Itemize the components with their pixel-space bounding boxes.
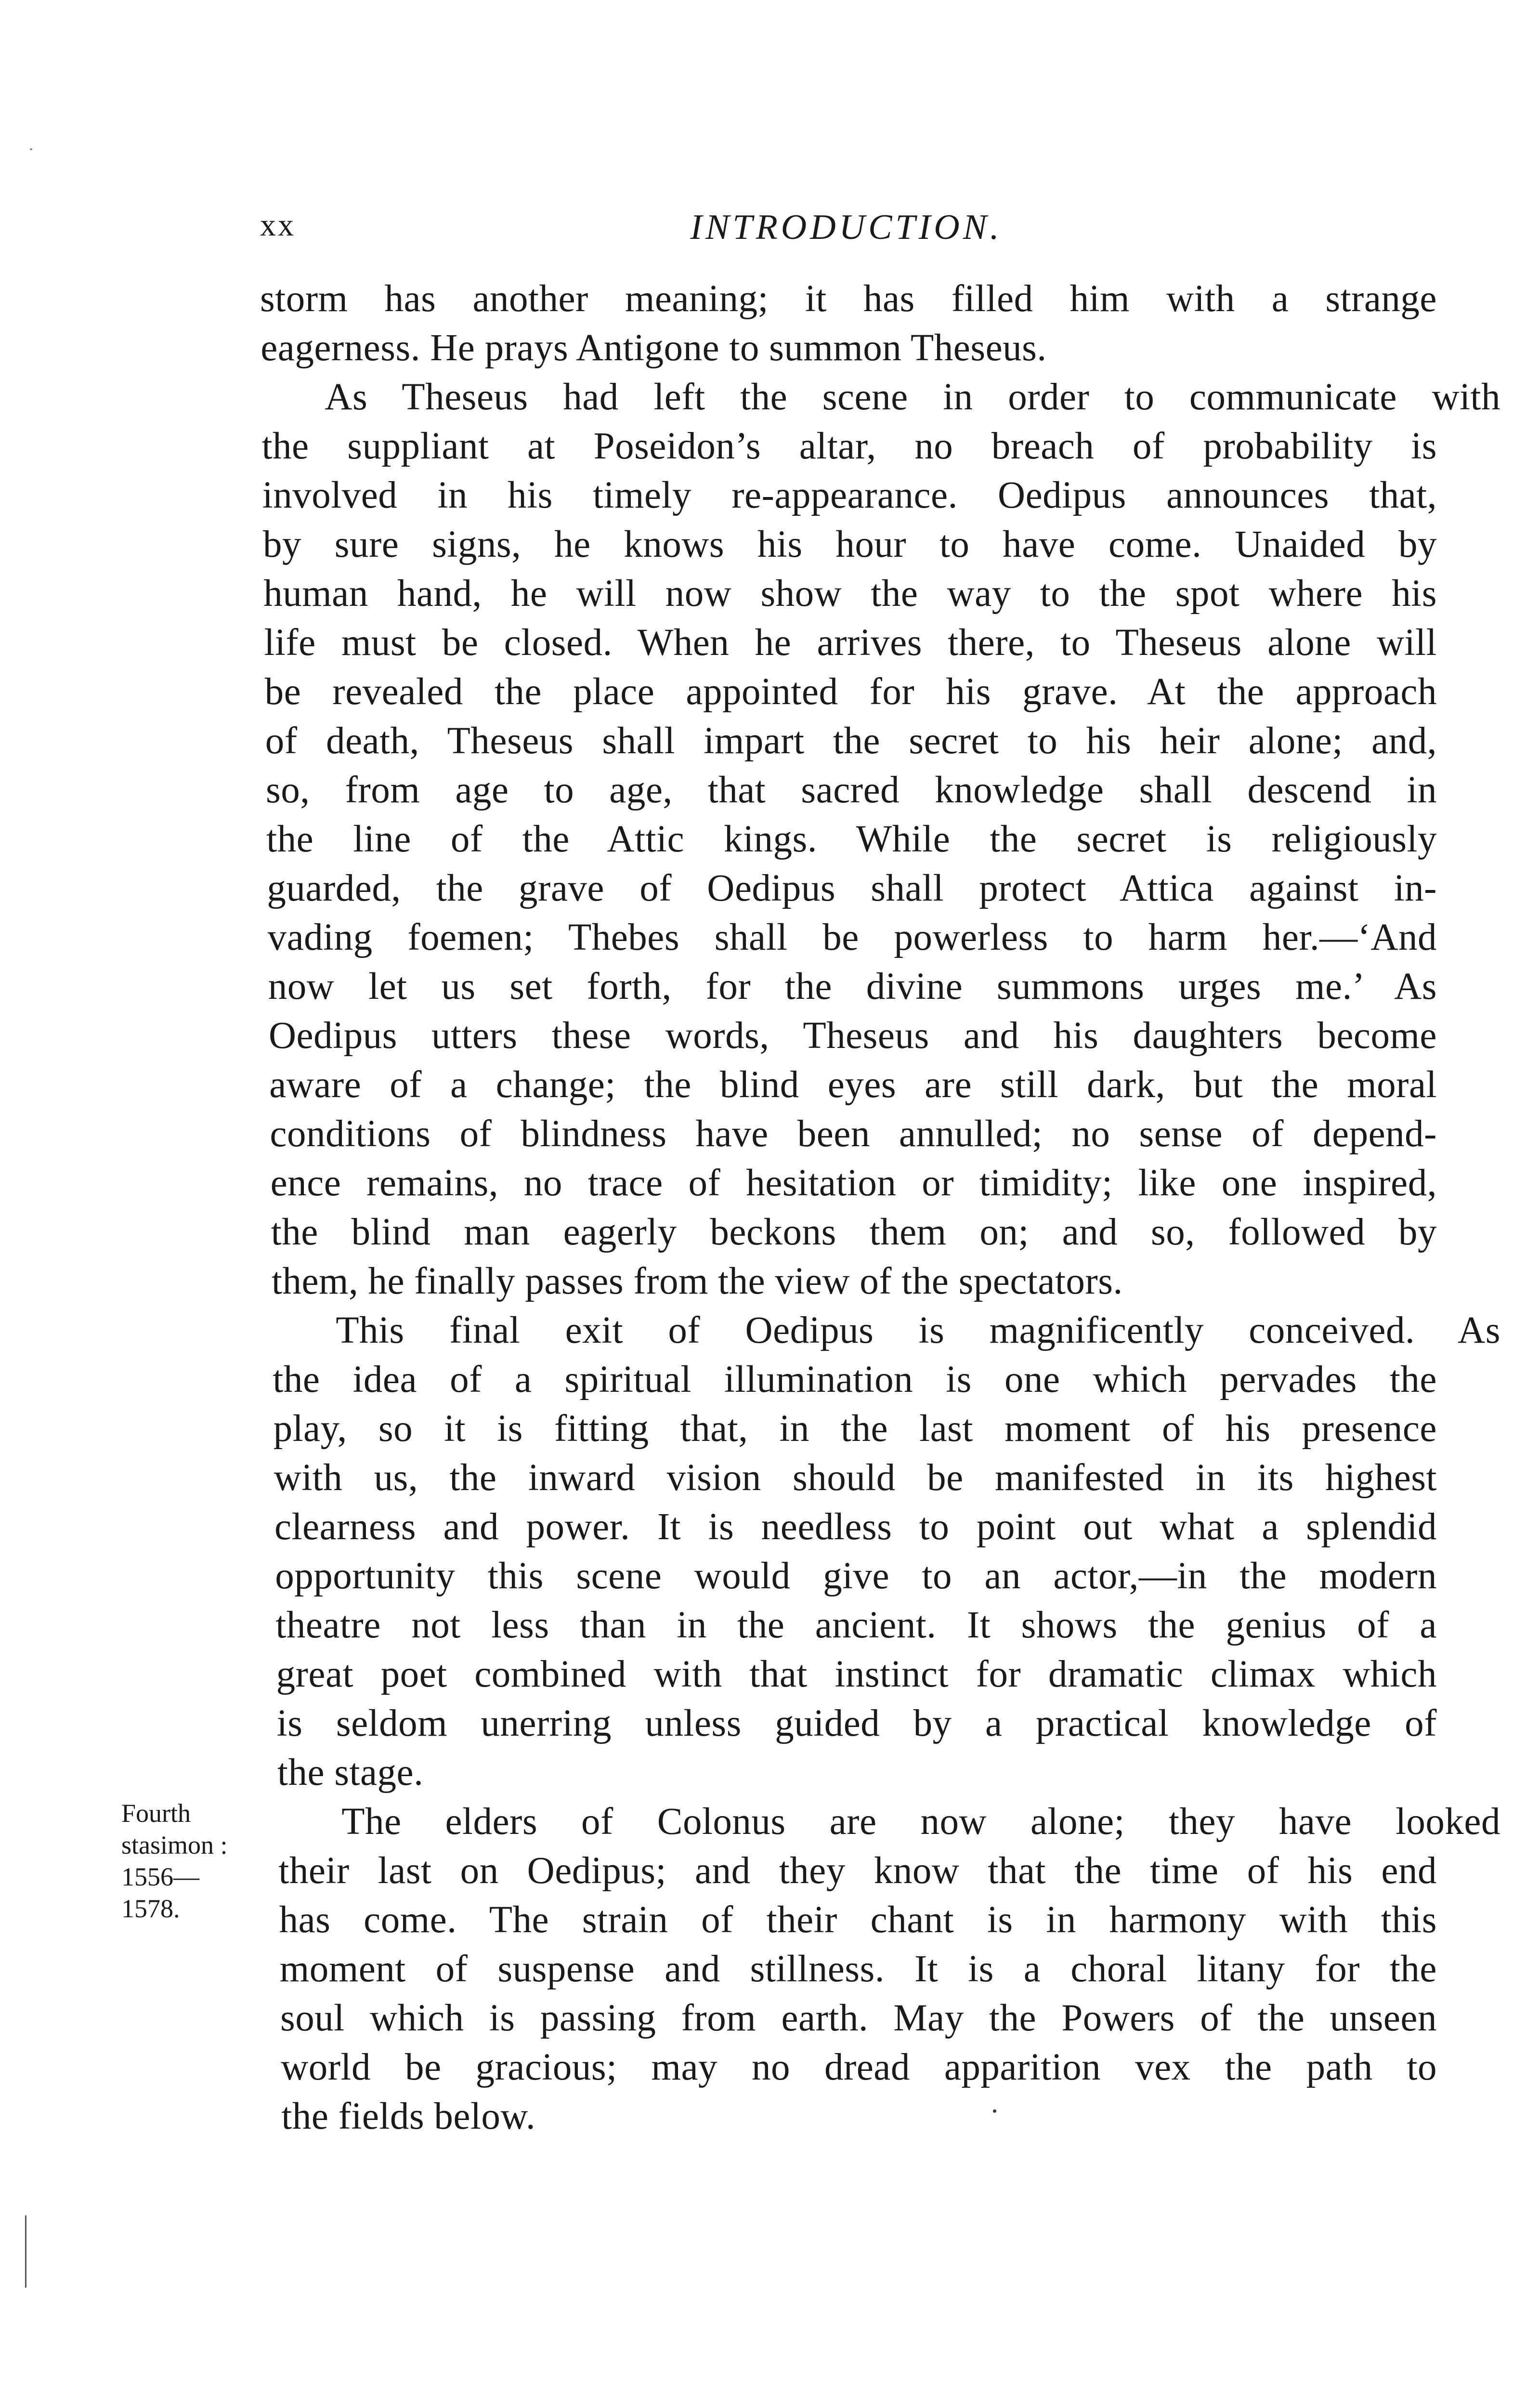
- text-line: Oedipus utters these words, Theseus and his daughters become: [269, 1015, 1437, 1057]
- text-line: theatre not less than in the ancient. It shows the genius of a: [275, 1604, 1437, 1646]
- text-line: them, he finally passes from the view of the spectators.: [272, 1260, 1123, 1302]
- paragraph: [260, 1306, 1500, 1797]
- text-line: now let us set forth, for the divine summons urges me.’ As: [268, 966, 1437, 1008]
- text-line: of death, Theseus shall impart the secret to his heir alone; and,: [265, 720, 1437, 762]
- text-line: clearness and power. It is needless to point out what a splendid: [274, 1506, 1437, 1548]
- text-line: by sure signs, he knows his hour to have come. Unaided by: [263, 523, 1437, 565]
- text-line: eagerness. He prays Antigone to summon Theseus.: [261, 327, 1047, 369]
- ink-dot: [993, 2109, 996, 2113]
- text-line: The elders of Colonus are now alone; they have looked: [341, 1801, 1500, 1843]
- paragraph: [260, 275, 1437, 373]
- text-line: their last on Oedipus; and they know that the time of his end: [278, 1850, 1437, 1892]
- text-line: guarded, the grave of Oedipus shall protect Attica against in-: [267, 867, 1437, 909]
- text-line: the line of the Attic kings. While the secret is religiously: [266, 818, 1437, 860]
- body-text: [260, 275, 1500, 2141]
- text-line: human hand, he will now show the way to the spot where his: [263, 573, 1437, 615]
- scan-speck: [30, 148, 32, 150]
- scan-edge-mark: [25, 2215, 26, 2288]
- text-line: opportunity this scene would give to an actor,—in the modern: [275, 1555, 1437, 1597]
- text-line: the fields below.: [281, 2095, 536, 2137]
- text-line: be revealed the place appointed for his grave. At the approach: [264, 671, 1437, 713]
- text-line: storm has another meaning; it has filled him with a strange: [260, 278, 1437, 320]
- text-line: vading foemen; Thebes shall be powerless to harm her.—‘And: [267, 916, 1437, 958]
- margin-note: [121, 1797, 228, 1924]
- text-line: so, from age to age, that sacred knowledge shall descend in: [266, 769, 1437, 811]
- margin-note-line: Fourth: [121, 1799, 191, 1828]
- text-line: This final exit of Oedipus is magnificently conceived. As: [336, 1309, 1500, 1351]
- text-line: great poet combined with that instinct for dramatic climax which: [276, 1653, 1437, 1695]
- text-line: is seldom unerring unless guided by a practical knowledge of: [276, 1702, 1437, 1744]
- text-line: As Theseus had left the scene in order to communicate with: [325, 376, 1500, 418]
- text-line: world be gracious; may no dread apparition vex the path to: [281, 2046, 1437, 2088]
- text-line: play, so it is fitting that, in the last moment of his presence: [273, 1408, 1437, 1450]
- text-line: the idea of a spiritual illumination is one which pervades the: [273, 1359, 1437, 1400]
- paragraph: [260, 373, 1500, 1306]
- text-line: the blind man eagerly beckons them on; and so, followed by: [271, 1211, 1437, 1253]
- text-line: life must be closed. When he arrives there, to Theseus alone will: [264, 622, 1437, 664]
- text-line: involved in his timely re-appearance. Oedipus announces that,: [262, 474, 1437, 516]
- text-line: soul which is passing from earth. May the Powers of the unseen: [280, 1997, 1437, 2039]
- text-line: the suppliant at Poseidon’s altar, no breach of probability is: [261, 425, 1437, 467]
- paragraph: [260, 1797, 1500, 2141]
- page-body: [0, 275, 1513, 2141]
- text-line: conditions of blindness have been annulled; no sense of depend-: [270, 1113, 1437, 1155]
- page-number: xx: [260, 208, 296, 243]
- margin-note-line: 1556—: [121, 1862, 199, 1891]
- margin-note-line: 1578.: [121, 1894, 180, 1923]
- text-line: with us, the inward vision should be manifested in its highest: [274, 1457, 1437, 1499]
- running-title: INTRODUCTION.: [690, 208, 1003, 247]
- text-line: the stage.: [277, 1752, 424, 1793]
- text-line: aware of a change; the blind eyes are still dark, but the moral: [269, 1064, 1437, 1106]
- text-line: moment of suspense and stillness. It is a choral litany for the: [279, 1948, 1437, 1990]
- text-line: ence remains, no trace of hesitation or timidity; like one inspired,: [270, 1162, 1437, 1204]
- page-header: [260, 207, 1433, 275]
- margin-note-line: stasimon :: [121, 1831, 228, 1859]
- text-line: has come. The strain of their chant is in harmony with this: [279, 1899, 1437, 1941]
